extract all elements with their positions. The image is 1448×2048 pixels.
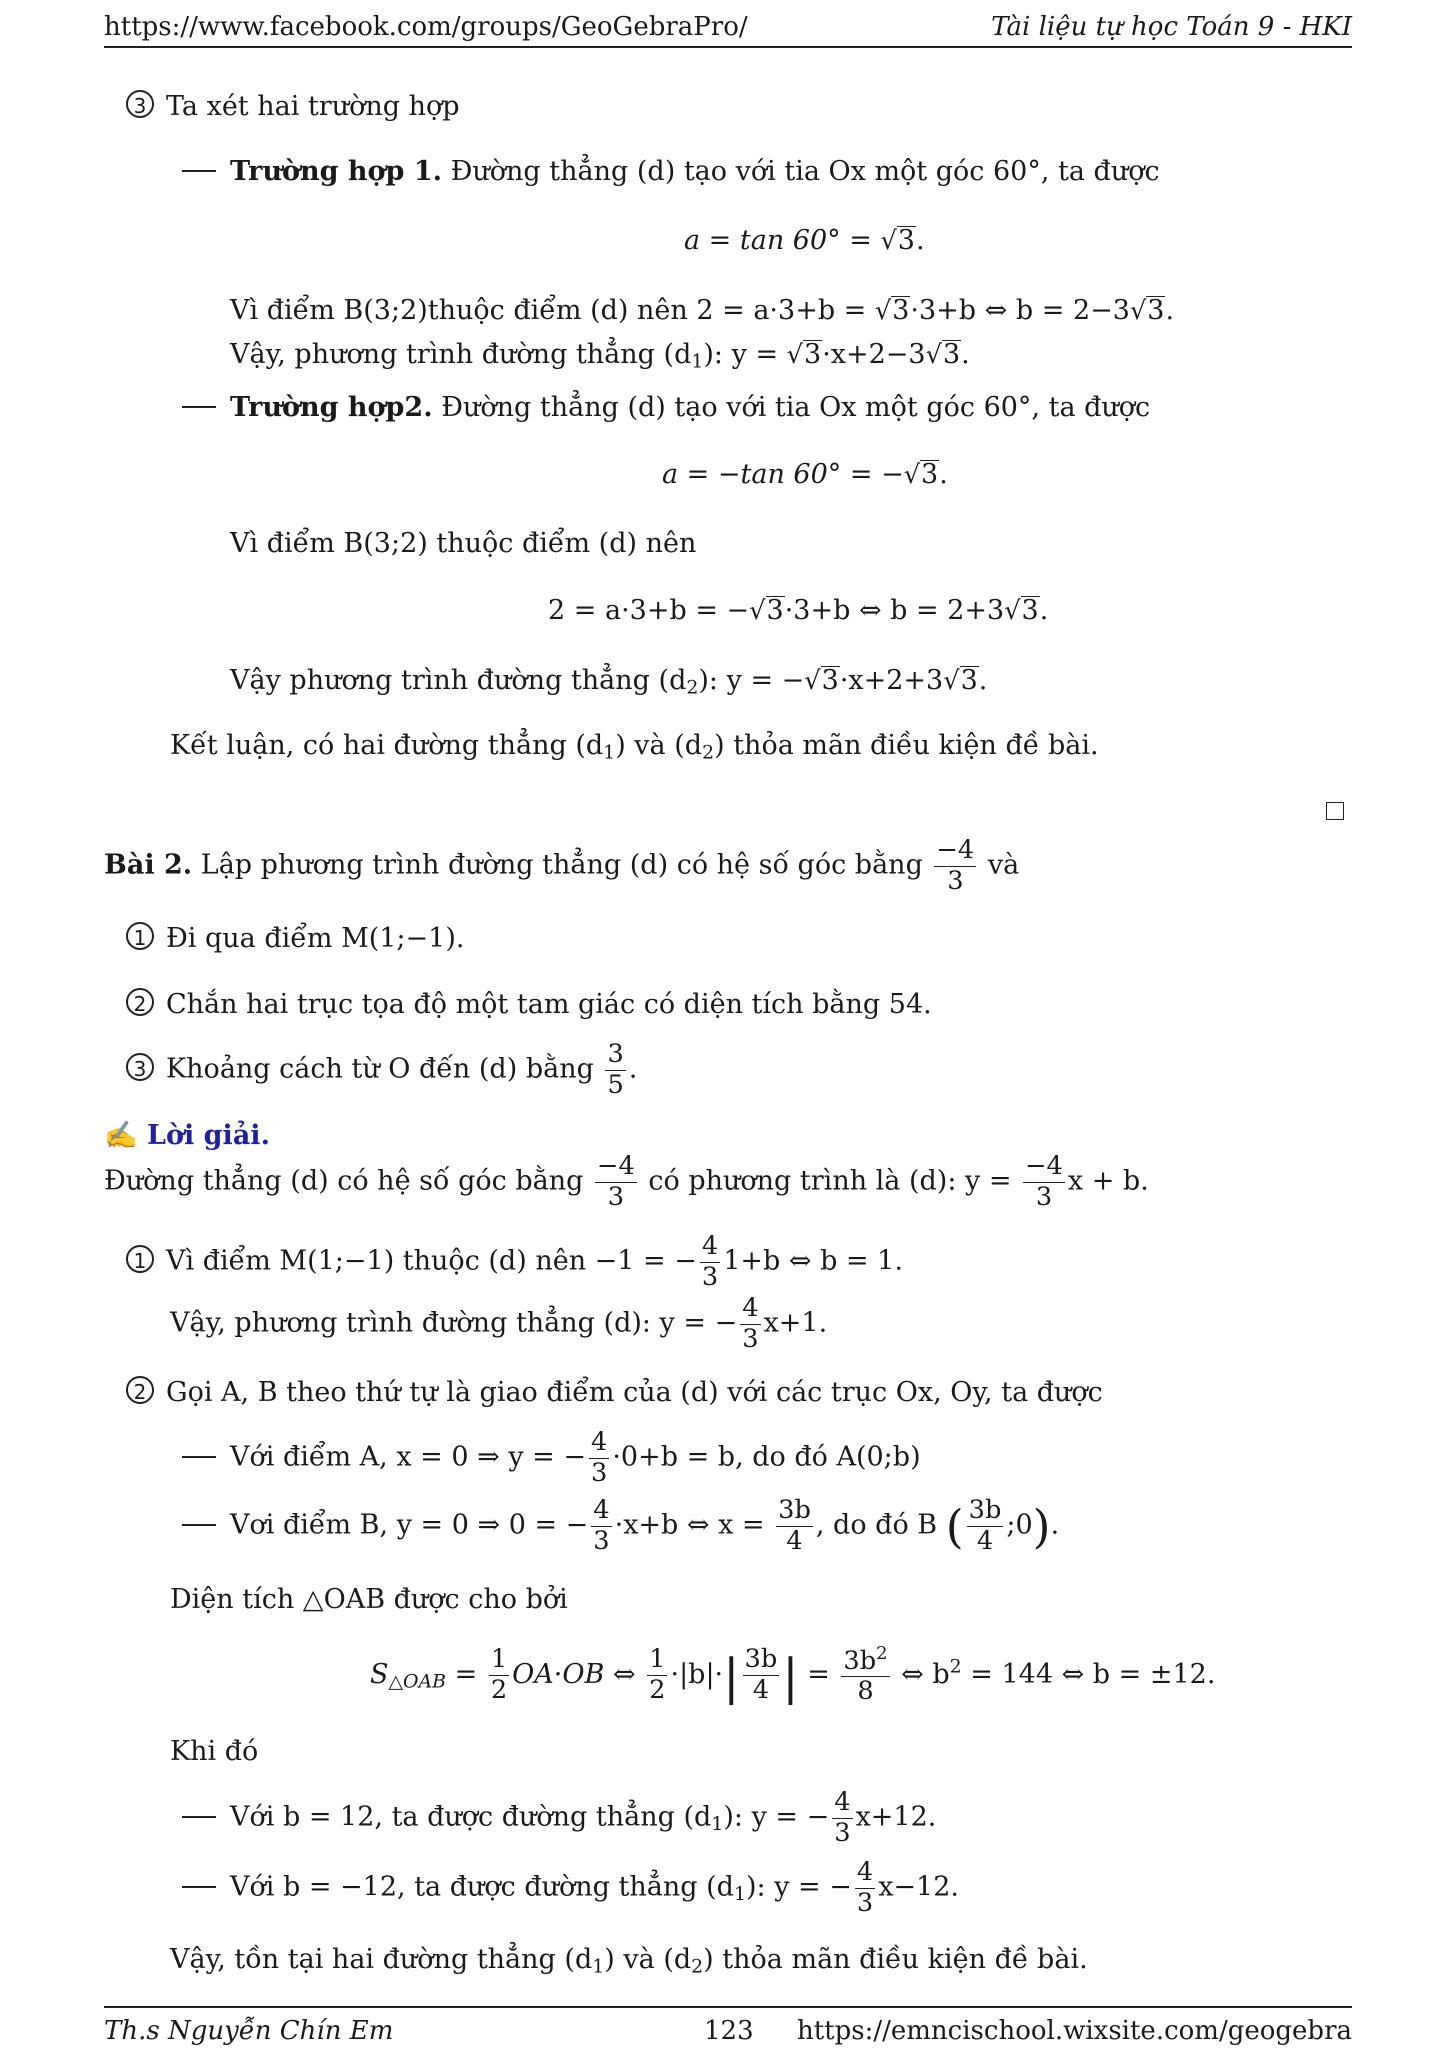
final-conclusion: Vậy, tồn tại hai đường thẳng $(d_1)$ và $(d_2)$ thỏa mãn điều kiện đề bài. xyxy=(170,1944,1088,1978)
fraction: $\frac{1}{2}$ xyxy=(649,1644,666,1705)
case-b-12: Với b = 12, ta được đường thẳng $(d_1)$: y = − $\frac{4}{3}$ x+12. xyxy=(182,1788,936,1848)
item-text: Ta xét hai trường hợp xyxy=(166,91,460,122)
step-2-point-b: Vơi điểm B, y = 0 ⇒ 0 = − $\frac{4}{3}$ ·x+b ⇔ x = $\frac{3b}{4}$ , do đó B ( $\frac{3b}{4}$ ;0). xyxy=(182,1496,1059,1556)
problem-2-item-1: 1 Đi qua điểm M(1;−1). xyxy=(126,922,464,955)
case-2-heading xyxy=(182,392,1150,424)
qed-square-icon xyxy=(1326,802,1344,820)
pencil-hand-icon: ✍ xyxy=(104,1120,138,1151)
fraction: $\frac{-4}{3}$ xyxy=(596,1151,635,1212)
case-2-line-3: Vậy phương trình đường thẳng $(d_2)$: y = −√3·x+2+3√3. xyxy=(230,665,988,699)
item-3-intro xyxy=(126,90,460,123)
problem-2-item-3: 3 Khoảng cách từ O đến (d) bằng $\frac{3}{5}$ . xyxy=(126,1040,637,1100)
problem-label: Bài 2. xyxy=(104,849,193,881)
conclusion: Kết luận, có hai đường thẳng $(d_1)$ và $(d_2)$ thỏa mãn điều kiện đề bài. xyxy=(170,730,1099,764)
dash-bullet xyxy=(182,406,216,408)
solution-step-1: 1 Vì điểm M(1;−1) thuộc (d) nên −1 = − $\frac{4}{3}$ 1+b ⇔ b = 1. xyxy=(126,1232,903,1292)
footer-author: Th.s Nguyễn Chín Em xyxy=(104,2016,394,2046)
solution-step-2: 2 Gọi A, B theo thứ tự là giao điểm của (d) với các trục Ox, Oy, ta được xyxy=(126,1376,1103,1409)
header-title: Tài liệu tự học Toán 9 - HKI xyxy=(991,12,1352,42)
circled-number: 1 xyxy=(126,1245,154,1273)
solution-step-1-result: Vậy, phương trình đường thẳng (d): y = − $\frac{4}{3}$ x+1. xyxy=(170,1293,828,1354)
fraction: $\frac{4}{3}$ xyxy=(742,1293,759,1354)
header-url[interactable]: https://www.facebook.com/groups/GeoGebraPro/ xyxy=(104,12,748,42)
fraction: $\frac{4}{3}$ xyxy=(591,1427,608,1488)
case-1-heading xyxy=(182,156,1160,188)
case-text: Đường thẳng (d) tạo với tia Ox một góc 60°, ta được xyxy=(441,392,1151,423)
case-1-line-2: Vậy, phương trình đường thẳng $(d_1)$: y = √3·x+2−3√3. xyxy=(230,339,970,373)
dash-bullet xyxy=(182,1886,216,1888)
fraction: $\frac{3b}{4}$ xyxy=(968,1495,1002,1556)
dash-bullet xyxy=(182,1456,216,1458)
problem-2-statement: Bài 2. Lập phương trình đường thẳng (d) có hệ số góc bằng $\frac{-4}{3}$ và xyxy=(104,835,1020,896)
equation-a-tan: a = tan 60° = √3. xyxy=(684,225,925,256)
dash-bullet xyxy=(182,170,216,172)
fraction: $\frac{3b}{4}$ xyxy=(778,1495,811,1556)
circled-number: 2 xyxy=(126,988,154,1016)
header-rule xyxy=(104,46,1352,48)
khi-do: Khi đó xyxy=(170,1736,259,1767)
case-b-minus-12: Với b = −12, ta được đường thẳng $(d_1)$: y = − $\frac{4}{3}$ x−12. xyxy=(182,1858,959,1918)
fraction: $\frac{1}{2}$ xyxy=(490,1644,508,1705)
circled-number: 3 xyxy=(126,1053,154,1081)
fraction: $\frac{-4}{3}$ xyxy=(936,835,975,896)
fraction: $\frac{4}{3}$ xyxy=(834,1787,851,1848)
case-label: Trường hợp2. xyxy=(230,392,433,423)
fraction: $\frac{3b^2}{8}$ xyxy=(843,1643,888,1707)
circled-number: 1 xyxy=(126,922,154,950)
fraction: $\frac{4}{3}$ xyxy=(856,1857,874,1918)
case-2-equation: 2 = a·3+b = −√3·3+b ⇔ b = 2+3√3. xyxy=(548,595,1049,626)
dash-bullet xyxy=(182,1524,216,1526)
fraction: $\frac{4}{3}$ xyxy=(701,1231,719,1292)
page-number: 123 xyxy=(704,2016,754,2046)
solution-heading: ✍ Lời giải. xyxy=(104,1120,270,1151)
footer-rule xyxy=(104,2006,1352,2008)
circled-number: 3 xyxy=(126,90,154,118)
solution-intro: Đường thẳng (d) có hệ số góc bằng $\frac{-4}{3}$ có phương trình là (d): y = $\frac{-4}{3}$ x + b. xyxy=(104,1151,1149,1212)
fraction: $\frac{4}{3}$ xyxy=(593,1495,610,1556)
case-2-line-1: Vì điểm B(3;2) thuộc điểm (d) nên xyxy=(230,528,697,559)
fraction: $\frac{3}{5}$ xyxy=(607,1039,624,1100)
equation-a-minus-tan: a = −tan 60° = −√3. xyxy=(662,459,948,490)
dash-bullet xyxy=(182,1816,216,1818)
fraction: $\frac{-4}{3}$ xyxy=(1025,1151,1063,1212)
problem-2-item-2: 2 Chắn hai trục tọa độ một tam giác có diện tích bằng 54. xyxy=(126,988,932,1021)
area-equation: $S_{\triangle OAB}$ = $\frac{1}{2}$ OA·OB ⇔ $\frac{1}{2}$ ·|b|·| $\frac{3b}{4}$ | = $\frac{3b^2}{8}$ ⇔ $b^2 = 144$ ⇔ b = ±12. xyxy=(370,1643,1216,1707)
case-1-line-1: Vì điểm B(3;2)thuộc điểm (d) nên 2 = a·3+b = √3·3+b ⇔ b = 2−3√3. xyxy=(230,295,1175,326)
footer-url[interactable]: https://emncischool.wixsite.com/geogebra xyxy=(796,2016,1352,2046)
case-text: Đường thẳng (d) tạo với tia Ox một góc 60°, ta được xyxy=(450,156,1160,187)
step-2-point-a: Với điểm A, x = 0 ⇒ y = − $\frac{4}{3}$ ·0+b = b, do đó A(0;b) xyxy=(182,1428,921,1488)
circled-number: 2 xyxy=(126,1376,154,1404)
fraction: $\frac{3b}{4}$ xyxy=(744,1644,778,1705)
case-label: Trường hợp 1. xyxy=(230,156,443,187)
area-intro: Diện tích △OAB được cho bởi xyxy=(170,1584,568,1615)
